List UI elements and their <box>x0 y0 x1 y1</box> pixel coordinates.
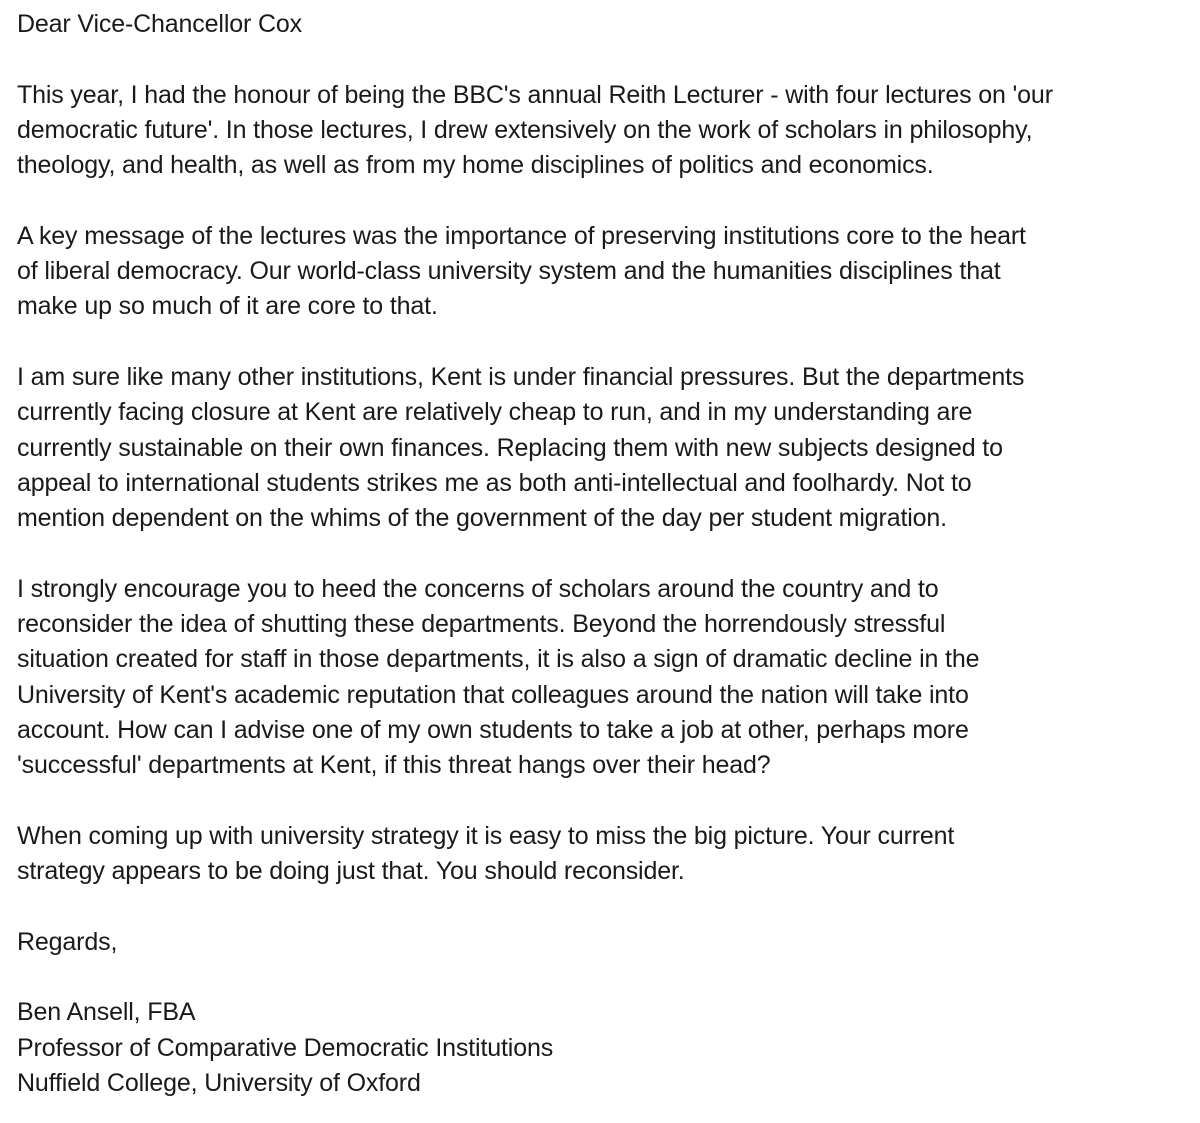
text-line: reconsider the idea of shutting these departments. Beyond the horrendously stressful <box>17 610 946 639</box>
paragraph-gap <box>17 183 1192 218</box>
paragraph-gap <box>17 889 1192 924</box>
signature-name: Ben Ansell, FBA <box>17 998 196 1027</box>
closing: Regards, <box>17 927 118 956</box>
text-line: mention dependent on the whims of the government of the day per student migration. <box>17 504 947 533</box>
paragraph-strategy <box>17 819 1192 890</box>
text-line: strategy appears to be doing just that. You should reconsider. <box>17 857 685 886</box>
text-line: currently sustainable on their own finances. Replacing them with new subjects designed to <box>17 433 1003 462</box>
text-line: democratic future'. In those lectures, I drew extensively on the work of scholars in philosophy, <box>17 115 1033 144</box>
letter <box>17 7 1192 1101</box>
text-line: A key message of the lectures was the importance of preserving institutions core to the heart <box>17 221 1026 250</box>
text-line: When coming up with university strategy it is easy to miss the big picture. Your current <box>17 821 955 850</box>
text-line: currently facing closure at Kent are relatively cheap to run, and in my understanding are <box>17 398 973 427</box>
text-line: University of Kent's academic reputation that colleagues around the nation will take into <box>17 680 969 709</box>
signature-institution: Nuffield College, University of Oxford <box>17 1068 421 1097</box>
salutation: Dear Vice-Chancellor Cox <box>17 10 302 38</box>
text-line: of liberal democracy. Our world-class university system and the humanities disciplines that <box>17 257 1001 286</box>
text-line: situation created for staff in those departments, it is also a sign of dramatic decline in the <box>17 645 980 674</box>
paragraph-gap <box>17 42 1192 77</box>
paragraph-key-message <box>17 219 1192 325</box>
text-line: appeal to international students strikes me as both anti-intellectual and foolhardy. Not to <box>17 468 972 497</box>
paragraph-gap <box>17 325 1192 360</box>
text-line: make up so much of it are core to that. <box>17 292 438 321</box>
text-line: I strongly encourage you to heed the concerns of scholars around the country and to <box>17 574 939 603</box>
signature-title: Professor of Comparative Democratic Institutions <box>17 1033 554 1062</box>
paragraph-gap <box>17 960 1192 995</box>
text-line: I am sure like many other institutions, Kent is under financial pressures. But the departments <box>17 362 1025 391</box>
text-line: account. How can I advise one of my own students to take a job at other, perhaps more <box>17 715 969 744</box>
paragraph-financial-pressures <box>17 360 1192 536</box>
text-line: 'successful' departments at Kent, if this threat hangs over their head? <box>17 751 771 780</box>
text-line: This year, I had the honour of being the BBC's annual Reith Lecturer - with four lectures on 'our <box>17 80 1053 109</box>
paragraph-reith-lectures <box>17 78 1192 184</box>
text-line: theology, and health, as well as from my home disciplines of politics and economics. <box>17 151 934 180</box>
paragraph-gap <box>17 536 1192 571</box>
paragraph-encouragement <box>17 572 1192 784</box>
paragraph-gap <box>17 784 1192 819</box>
signature-block <box>17 995 1192 1101</box>
